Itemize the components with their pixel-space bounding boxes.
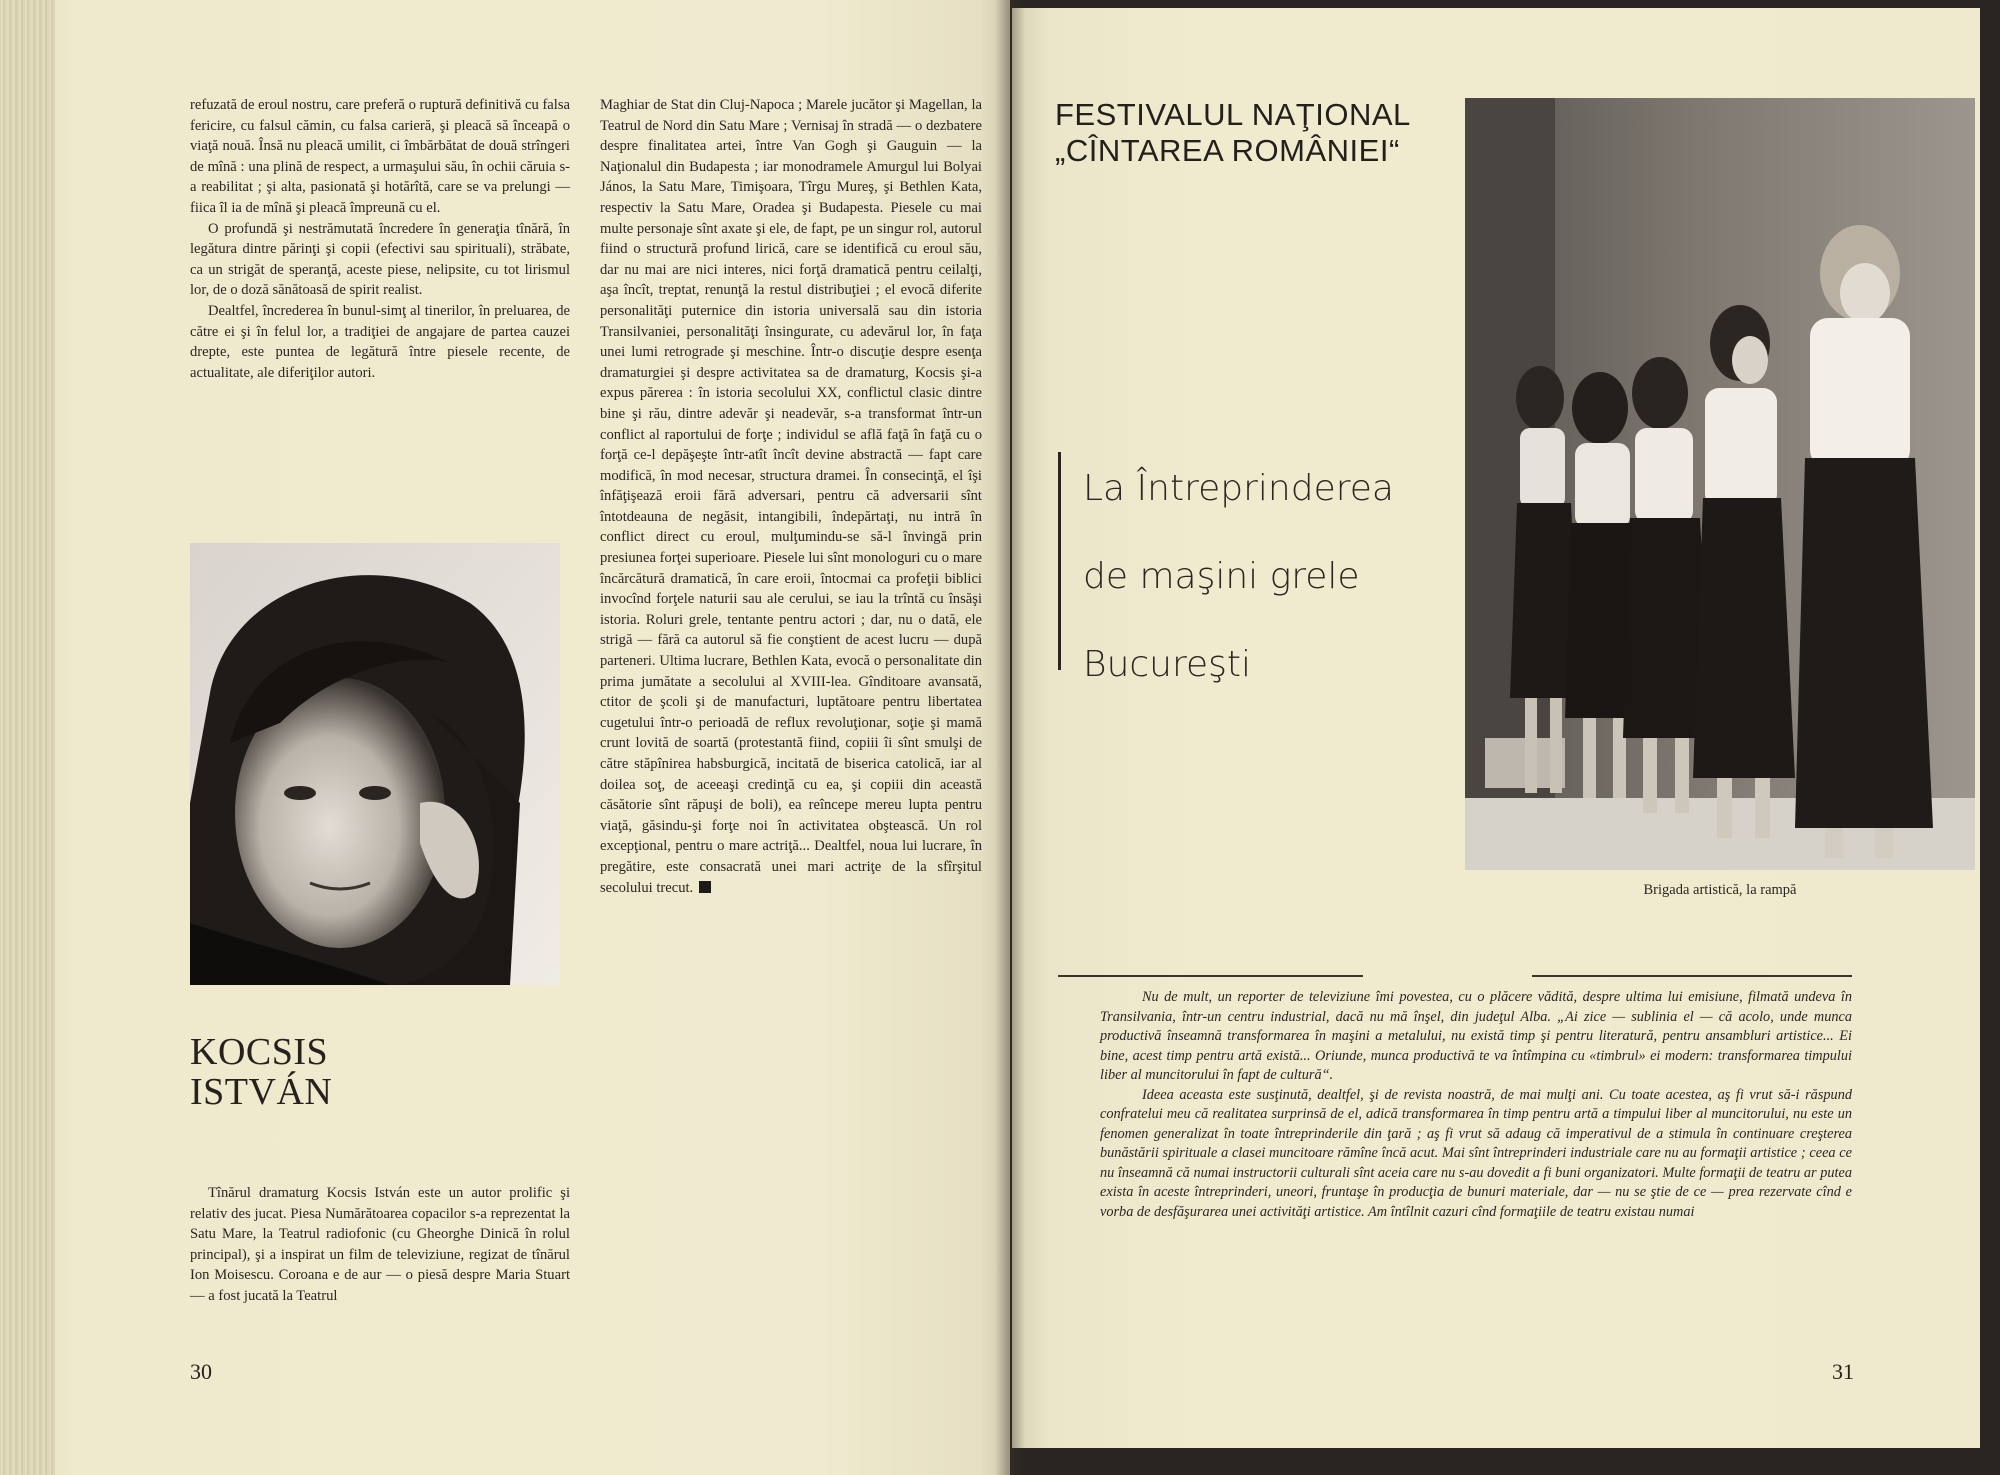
festival-title-line: „CÎNTAREA ROMÂNIEI“ [1055, 133, 1400, 168]
headline-line: Bucureşti [1083, 644, 1252, 685]
paragraph: O profundă şi nestrămutată încredere în generaţia tînără, în legătura dintre părinţi şi copii (efectivi sau spirituali), străbate, ca un strigăt de speranţă, aceste piese, nelipsite, cu tot lirismul lor, de o doză sănătoasă de spirit realist. [190, 220, 570, 299]
paragraph: Tînărul dramaturg Kocsis István este un autor prolific şi relativ des jucat. Piesa Numărătoarea copacilor s-a reprezentat la Satu Mare, la Teatrul radiofonic (cu Gheorghe Dinică în rolul principal), şi a inspirat un film de televiziune, regizat de tînărul Ion Moisescu. Coroana e de aur — o piesă despre Maria Stuart — a fost jucată la Teatrul [190, 1185, 570, 1304]
page-number-left: 30 [190, 1359, 212, 1384]
article-column-2 [600, 95, 982, 898]
book-gutter [995, 0, 1025, 1475]
paragraph: Dealtfel, încrederea în bunul-simţ al tinerilor, în preluarea, de către ei şi în felul lor, a tradiţiei de angajare de partea cauzei drepte, este puntea de legătură între piesele recente, de actualitate, ale diferiţilor autori. [190, 302, 570, 381]
divider-rule [1532, 975, 1852, 977]
author-surname: KOCSIS [190, 1031, 329, 1073]
author-name-heading [190, 1032, 550, 1112]
paragraph: refuzată de eroul nostru, care preferă o ruptură definitivă cu falsa fericire, cu falsul cămin, cu falsa carieră, şi pleacă să înceapă o viaţă nouă. Însă nu pleacă umilit, ci îmbărbătat de două strîngeri de mînă : una plină de respect, a urmaşului său, în ochii căruia s-a reabilitat ; şi alta, pasionată şi hotărîtă, care se va prelungi — fiica îl ia de mînă şi pleacă împreună cu el. [190, 97, 570, 216]
divider-rule [1058, 975, 1363, 977]
paragraph: Nu de mult, un reporter de televiziune îmi povestea, cu o plăcere vădită, despre ultima lui emisiune, filmată undeva în Transilvania, într-un centru industrial, dacă nu mă înşel, din judeţul Alba. „Ai zice — sublinia el — că acolo, unde munca productivă înseamnă transformarea în maşini a metalului, nu există timp şi pentru literatură, pentru ansambluri artistice... Ei bine, acest timp pentru artă există... Oriunde, munca productivă te va întîmpina cu «timbrul» ei modern: transformarea timpului liber al muncitorului în fapt de cultură“. [1100, 989, 1852, 1083]
headline-line: de maşini grele [1083, 556, 1360, 597]
end-of-article-mark [699, 881, 711, 893]
paragraph-text: Maghiar de Stat din Cluj-Napoca ; Marele jucător şi Magellan, la Teatrul de Nord din Satu Mare ; Vernisaj în stradă — o dezbatere despre finalitatea artei, între Van Gogh şi Gauguin — la Naţionalul din Budapesta ; iar monodramele Amurgul lui Bolyai János, la Satu Mare, Timişoara, Tîrgu Mureş, şi Bethlen Kata, respectiv la Satu Mare, Oradea şi Budapesta. Piesele cu mai multe personaje sînt axate şi ele, de fapt, pe un singur rol, autorul fiind o structură profund lirică, care se identifică cu eroul său, dar nu mai are nici interes, nici forţă dramatică pentru ceilalţi, aşa încît, treptat, renunţă la restul distribuţiei ; el evocă diferite personalităţi puternice din istoria universală sau din istoria Transilvaniei, personalităţi însingurate, cu adevărul lor, în faţa unei lumi retrograde şi meschine. Într-o discuţie despre esenţa dramaturgiei şi despre activitatea sa de dramaturg, Kocsis şi-a expus părerea : în istoria secolului XX, conflictul clasic dintre bine şi rău, dintre adevăr şi neadevăr, s-a transformat într-un conflict al raportului de forţe ; individul se află faţă în faţă cu o forţă ce-l depăşeşte într-atît încît devine abstractă — fapt care modifică, în mod necesar, structura dramei. În consecinţă, el îşi înfăţişează eroii fără adversari, pentru că adversarii sînt întotdeauna de negăsit, intangibili, îndepărtaţi, nu intră în conflict direct cu eroul, mulţumindu-se să-l învingă prin presiunea forţei superioare. Piesele lui sînt monologuri cu o mare încărcătură dramatică, în care eroii, întocmai ca profeţii biblici invocînd forţele naturii sau ale cerului, se iau la trîntă cu însăşi istoria. Roluri grele, tentante pentru actori ; dar, nu o dată, ele strigă — fără ca autorul să fie conştient de acest lucru — după parteneri. Ultima lucrare, Bethlen Kata, evocă o personalitate din prima jumătate a secolului al XVIII-lea. Gînditoare avansată, ctitor de şcoli şi de manufacturi, luptătoare pentru libertatea cugetului într-o perioadă de reflux revoluţionar, soţie şi mamă crunt lovită de soartă (protestantă fiind, copiii îi sînt smulşi de către stăpînirea habsburgică, incitată de biserica catolică, iar al doilea soţ, de aceeaşi credinţă cu ea, şi copiii din această căsătorie sînt răpuşi de boli), ea reîncepe mereu lupta pentru viaţă, găsindu-şi forţe noi în activitatea obştească. Un rol excepţional, pentru o mare actriţă... Dealtfel, noua lui lucrare, în pregătire, este consacrată unei mari actriţe de la sfîrşitul secolului trecut. [600, 97, 982, 896]
author-given-name: ISTVÁN [190, 1071, 333, 1113]
paragraph [600, 95, 982, 898]
page-edges [0, 0, 55, 1475]
paragraph: Ideea aceasta este susţinută, dealtfel, şi de revista noastră, de mai mulţi ani. Cu toate acestea, aş fi vrut să-i răspund confratelui meu că realitatea surprinsă de el, adică transformarea în timp pentru artă a timpului liber al muncitorului, nu este un fenomen generalizat în toate întreprinderile din ţară ; aş fi vrut să adaug că imperativul de a stimula în continuare creşterea bunăstării spirituale a clasei muncitoare rămîne încă acut. Mai sînt întreprinderi industriale care nu au formaţii artistice ; ceea ce nu înseamnă că numai instructorii culturali sînt aceia care nu s-au dovedit a fi buni organizatori. Multe formaţii de teatru ar putea exista în aceste întreprinderi, uneori, fruntaşe în producţia de bunuri materiale, dar — nu se ştie de ce — prea rezervate cînd e vorba de desfăşurarea unei activităţi artistice. Am întîlnit cazuri cînd formaţiile de teatru existau numai [1100, 1086, 1852, 1220]
choir-performance-photo [1465, 98, 1975, 870]
photo-caption: Brigada artistică, la rampă [1643, 882, 1797, 898]
article-column-1 [190, 95, 570, 383]
festival-title-line: FESTIVALUL NAŢIONAL [1055, 97, 1411, 132]
author-portrait-photo [190, 543, 560, 985]
article-intro-column [190, 1183, 570, 1307]
headline-rule [1058, 452, 1061, 670]
festival-title [1055, 97, 1435, 169]
headline-line: La Întreprinderea [1083, 468, 1394, 509]
page-number-right: 31 [1832, 1359, 1854, 1384]
article-body-italic [1100, 988, 1852, 1222]
article-headline [1083, 445, 1403, 709]
